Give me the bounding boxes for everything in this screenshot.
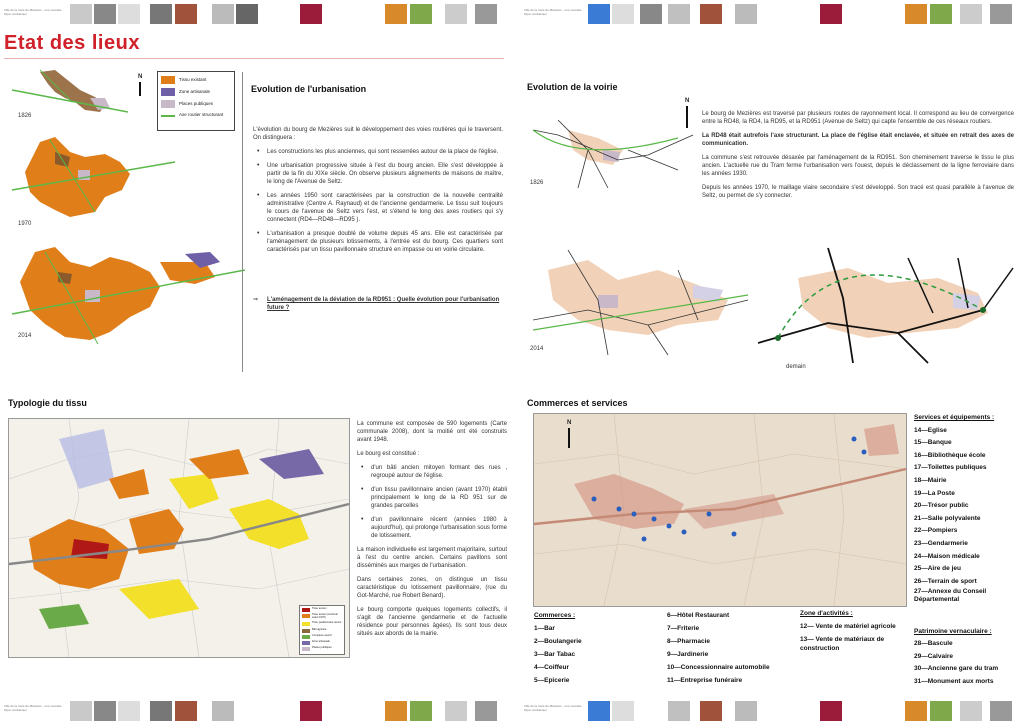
legend-swatch — [161, 115, 175, 117]
patrimoine-list — [914, 626, 1020, 688]
map-1970 — [12, 137, 175, 217]
commerces-title: Commerces : — [534, 612, 576, 619]
banner-photo — [150, 701, 172, 721]
banner-photo — [960, 4, 982, 24]
list-item: 29—Calvaire — [914, 652, 954, 660]
list-item: • Les années 1950 sont caractérisées par la construction de la nouvelle centralité administrative (Centre A. Raynaud) et de l'ancienne gendarmerie. Le tissu suit toujours le cours de l'avenue de Seltz vers l'est, et s'étend le long des axes routiers qui s'y connectent (RD4—RD48—RD95 ). — [253, 192, 503, 224]
commerces-list — [534, 609, 654, 687]
banner-text-right: Ville de la route de Mézières · une nouvelle façon d'urbaniser — [524, 704, 582, 712]
legend-label: Complexe sportif — [312, 634, 332, 637]
patrimoine-title: Patrimoine vernaculaire : — [914, 628, 992, 635]
banner-photo — [410, 4, 432, 24]
tissu-text — [357, 420, 507, 638]
banner-photo — [905, 4, 927, 24]
voirie-paragraph: Depuis les années 1970, le maillage viaire secondaire s'est développé. Son tracé est quasi parallèle à l'avenue de Seltz, ou permet de s'y connecter. — [702, 185, 1014, 199]
legend-swatch — [161, 76, 175, 84]
urbanisation-question: L'aménagement de la déviation de la RD951 : Quelle évolution pour l'urbanisation future ? — [267, 297, 500, 311]
banner-photo — [668, 701, 690, 721]
list-item: 8—Pharmacie — [667, 638, 710, 645]
banner-photo — [385, 4, 407, 24]
list-item: 18—Mairie — [914, 476, 947, 484]
services-title: Services et équipements : — [914, 414, 995, 421]
commerces-map-drawing — [534, 414, 906, 606]
north-label: N — [138, 74, 143, 80]
banner-photo — [410, 701, 432, 721]
legend-label: Tissu ancien (construit avant 1970) — [312, 613, 338, 619]
banner-photo — [175, 4, 197, 24]
list-item: 19—La Poste — [914, 489, 955, 497]
arrow-icon: ⇒ — [253, 297, 259, 303]
map-2014 — [12, 247, 245, 344]
banner-photo — [385, 701, 407, 721]
list-item: 2—Boulangerie — [534, 638, 582, 645]
list-item: 17—Toilettes publiques — [914, 464, 987, 472]
list-item: 23—Gendarmerie — [914, 539, 968, 547]
voirie-paragraph: Le bourg de Mezières est traversé par plusieurs routes de rayonnement local. Il correspond au lieu de convergence entre la RD48, la RD4, la RD95, et la RD951 (Avenue de Seltz) qui capte l'ensemble de ces réseaux routiers. — [702, 111, 1014, 125]
title-divider — [4, 58, 504, 59]
tissu-paragraph: La commune est composée de 590 logements (Carte communale 2008), dont la moitié ont été construits avant 1948. — [357, 421, 507, 443]
tissu-paragraph: Le bourg comporte quelques logements collectifs, il s'agit de l'ancienne gendarmerie et de l'actuelle résidence pour personnes âgées). Ils sont tous deux situés aux abords de la mairie. — [357, 607, 507, 637]
year-label-2014: 2014 — [18, 333, 32, 339]
list-item: 25—Aire de jeu — [914, 565, 961, 573]
banner-text-left: Ville de la route de Mézières · une nouvelle façon d'urbaniser — [4, 704, 62, 712]
legend-swatch — [161, 100, 175, 108]
north-label: N — [567, 420, 572, 426]
commerces-map — [533, 413, 907, 607]
banner-photo — [445, 701, 467, 721]
legend-label: Tissu pavillonnaire récent — [312, 621, 342, 624]
voirie-map-demain — [758, 238, 1018, 368]
list-item: 15—Banque — [914, 439, 952, 447]
tissu-list — [357, 464, 507, 540]
legend-swatch — [161, 88, 175, 96]
banner-photo — [640, 4, 662, 24]
tissu-paragraph: Le bourg est constitué : — [357, 451, 420, 457]
urbanisation-list — [253, 148, 503, 260]
list-item: 13— Vente de matériaux de construction — [800, 636, 885, 652]
list-item: • L'urbanisation a presque doublé de volume depuis 45 ans. Elle est caractérisée par l'aménagement de plusieurs lotissements, à l'entrée est du bourg. Ces quartiers sont caractérisés par un tissu pavillonnaire structuré en impasse ou en voirie circulaire. — [253, 230, 503, 254]
banner-photo — [588, 4, 610, 24]
banner-photo — [70, 701, 92, 721]
banner-photo — [930, 4, 952, 24]
banner-photo — [990, 701, 1012, 721]
demain-label: demain — [786, 364, 806, 370]
banner-photo — [94, 4, 116, 24]
banner-text-left: Ville de la route de Mézières · une nouvelle façon d'urbaniser — [4, 8, 62, 16]
list-item: 3—Bar Tabac — [534, 651, 576, 658]
banner-photo — [118, 701, 140, 721]
list-item: 22—Pompiers — [914, 527, 958, 535]
legend-label: Tissu existant — [179, 77, 207, 82]
map-1826 — [12, 70, 128, 112]
banner-photo — [475, 701, 497, 721]
banner-photo — [612, 701, 634, 721]
tissu-map — [8, 418, 350, 658]
list-item: 16—Bibliothèque école — [914, 451, 986, 459]
legend-label: Zone artisanale — [179, 89, 211, 94]
list-item: 20—Trésor public — [914, 502, 969, 510]
urbanisation-panel — [242, 72, 509, 372]
tissu-map-drawing — [9, 419, 349, 657]
banner-photo — [212, 4, 234, 24]
list-item: • Une urbanisation progressive située à l'est du bourg ancien. Elle s'est développée à partir de la fin du XIXe siècle. On observe plusieurs alignements de maisons de maître, le long de l'Avenue de Seltz. — [253, 162, 503, 186]
urbanisation-intro: L'évolution du bourg de Mezières suit le développement des voies routières qui le traversent. On distinguera : — [253, 127, 503, 141]
list-item: 12— Vente de matériel agricole — [800, 623, 896, 630]
voirie-text — [702, 110, 1014, 200]
list-item: 28—Bascule — [914, 640, 953, 648]
legend-label: Places publiques — [312, 646, 332, 649]
year-label-1970: 1970 — [18, 221, 32, 227]
banner-photo — [70, 4, 92, 24]
year-label-1826: 1826 — [530, 180, 544, 186]
commerces-list-2 — [667, 609, 797, 687]
services-list — [914, 412, 1020, 604]
north-label: N — [685, 98, 690, 104]
list-item: 7—Friterie — [667, 625, 700, 632]
legend-label: Places publiques — [179, 101, 214, 106]
banner-photo — [820, 4, 842, 24]
list-item: 26—Terrain de sport — [914, 577, 977, 585]
banner-photo — [930, 701, 952, 721]
banner-photo — [820, 701, 842, 721]
north-arrow-icon — [139, 82, 141, 96]
banner-photo — [445, 4, 467, 24]
north-arrow-icon — [568, 428, 570, 448]
banner-photo — [94, 701, 116, 721]
top-banner — [0, 0, 1024, 26]
banner-photo — [735, 4, 757, 24]
voirie-heading: Evolution de la voirie — [527, 82, 618, 92]
list-item: • d'un bâti ancien mitoyen formant des rues , regroupé autour de l'église. — [357, 464, 507, 480]
urbanisation-heading: Evolution de l'urbanisation — [251, 84, 367, 94]
list-item: 9—Jardinerie — [667, 651, 709, 658]
bottom-banner — [0, 698, 1024, 724]
legend-label: Bâti agricole — [312, 628, 327, 631]
banner-photo — [668, 4, 690, 24]
page-title: Etat des lieux — [4, 32, 140, 54]
voirie-paragraph: La commune s'est retrouvée désaxée par l'aménagement de la RD951. Son cheminement traverse le tissu le plus ancien. L'actuelle rue du Tram ferme l'urbanisation vers l'ouest, depuis le déclassement de la ligne ferroviaire dans les années 1930. — [702, 155, 1014, 177]
banner-photo — [960, 701, 982, 721]
list-item: 11—Entreprise funéraire — [667, 677, 743, 684]
list-item: 10—Concessionnaire automobile — [667, 664, 770, 671]
list-item: 30—Ancienne gare du tram — [914, 665, 999, 673]
list-item: 6—Hôtel Restaurant — [667, 612, 730, 619]
banner-photo — [212, 701, 234, 721]
list-item: 5—Epicerie — [534, 677, 570, 684]
tissu-paragraph: La maison individuelle est largement majoritaire, surtout à l'est du centre ancien. Certains pavillons sont disséminés aux marges de l'urbanisation. — [357, 547, 507, 569]
banner-text-right: Ville de la route de Mézières · une nouvelle façon d'urbaniser — [524, 8, 582, 16]
list-item: 21—Salle polyvalente — [914, 514, 981, 522]
banner-photo — [118, 4, 140, 24]
banner-photo — [236, 4, 258, 24]
list-item: 1—Bar — [534, 625, 555, 632]
list-item: 4—Coiffeur — [534, 664, 570, 671]
urbanisation-legend — [157, 71, 235, 131]
list-item: • Les constructions les plus anciennes, qui sont resserrées autour de la place de l'église. — [253, 148, 503, 156]
list-item: 14—Eglise — [914, 426, 947, 434]
banner-photo — [588, 701, 610, 721]
banner-photo — [300, 701, 322, 721]
banner-photo — [990, 4, 1012, 24]
list-item: 27—Annexe du Conseil Départemental — [914, 588, 987, 604]
year-label-1826: 1826 — [18, 113, 32, 119]
banner-photo — [150, 4, 172, 24]
year-label-2014: 2014 — [530, 346, 544, 352]
commerces-heading: Commerces et services — [527, 398, 628, 408]
legend-label: Axe routier structurant — [179, 112, 224, 117]
legend-label: Zone artisanale — [312, 640, 330, 643]
zone-activites-title: Zone d'activités : — [800, 610, 853, 617]
tissu-heading: Typologie du tissu — [8, 398, 87, 408]
list-item: 31—Monument aux morts — [914, 677, 994, 685]
legend-label: Tissu ancien — [312, 607, 327, 610]
voirie-paragraph-bold: La RD48 était autrefois l'axe structurant. La place de l'église était enclavée, et située en retrait des axes de communication. — [702, 133, 1014, 147]
tissu-legend — [299, 605, 345, 655]
banner-photo — [612, 4, 634, 24]
list-item: • d'un pavillonnaire récent (années 1980 à aujourd'hui), qui prolonge l'urbanisation sous forme de lotissement. — [357, 516, 507, 540]
banner-photo — [735, 701, 757, 721]
voirie-map-2014 — [528, 240, 753, 360]
banner-photo — [700, 701, 722, 721]
banner-photo — [175, 701, 197, 721]
list-item: 24—Maison médicale — [914, 552, 980, 560]
banner-photo — [905, 701, 927, 721]
banner-photo — [475, 4, 497, 24]
banner-photo — [700, 4, 722, 24]
tissu-paragraph: Dans certaines zones, on distingue un tissu caractéristique du lotissement pavillonnaire, (rue du Got-Marché, rue Robert Benard). — [357, 577, 507, 599]
zone-activites-list — [800, 609, 908, 653]
list-item: • d'un tissu pavillonnaire ancien (avant 1970) établi principalement le long de la RD 951 sur de grandes parcelles — [357, 486, 507, 510]
banner-photo — [300, 4, 322, 24]
voirie-map-1826 — [528, 110, 698, 190]
